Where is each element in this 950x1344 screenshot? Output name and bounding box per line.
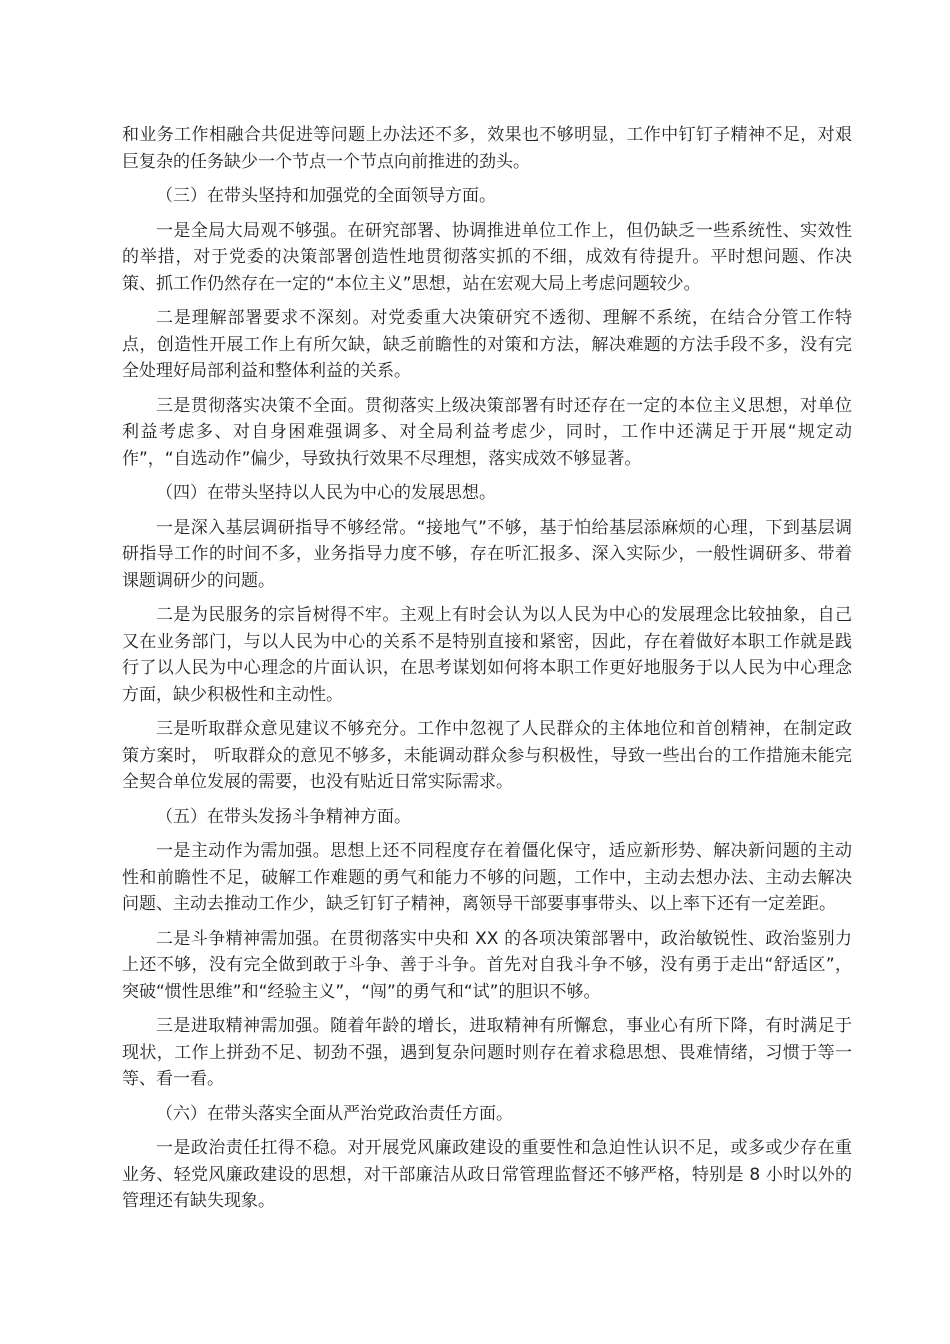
paragraph: 三是进取精神需加强。随着年龄的增长，进取精神有所懈怠，事业心有所下降，有时满足于现状，工作上拼劲不足、韧劲不强，遇到复杂问题时则存在着求稳思想、畏难情绪，习惯于等一等、看一看。 [122,1016,852,1089]
document-page [122,122,852,1223]
section-heading-5: （五）在带头发扬斗争精神方面。 [156,806,411,827]
paragraph: 三是贯彻落实决策不全面。贯彻落实上级决策部署有时还存在一定的本位主义思想，对单位利益考虑多、对自身困难强调多、对全局利益考虑少，同时，工作中还满足于开展“规定动作”，“自选动作”偏少，导致执行效果不尽理想，落实成效不够显著。 [122,395,852,469]
section-heading-3: （三）在带头坚持和加强党的全面领导方面。 [156,186,496,206]
section-heading-6: （六）在带头落实全面从严治党政治责任方面。 [156,1103,513,1124]
paragraph: 二是为民服务的宗旨树得不牢。主观上有时会认为以人民为中心的发展理念比较抽象，自己又在业务部门，与以人民为中心的关系不是特别直接和紧密，因此，存在着做好本职工作就是践行了以人民为中心理念的片面认识，在思考谋划如何将本职工作更好地服务于以人民为中心理念方面，缺少积极性和主动性。 [122,605,852,705]
paragraph: 一是主动作为需加强。思想上还不同程度存在着僵化保守，适应新形势、解决新问题的主动性和前瞻性不足，破解工作难题的勇气和能力不够的问题，工作中，主动去想办法、主动去解决问题、主动去推动工作少，缺乏钉钉子精神，离领导干部要事事带头、以上率下还有一定差距。 [122,841,852,914]
section-heading-4: （四）在带头坚持以人民为中心的发展思想。 [156,483,496,503]
paragraph-continuation: 和业务工作相融合共促进等问题上办法还不多，效果也不够明显，工作中钉钉子精神不足，对艰巨复杂的任务缺少一个节点一个节点向前推进的劲头。 [122,125,852,172]
paragraph: 一是深入基层调研指导不够经常。“接地气”不够，基于怕给基层添麻烦的心理，下到基层调研指导工作的时间不多，业务指导力度不够，存在听汇报多、深入实际少，一般性调研多、带着课题调研少的问题。 [122,517,852,591]
paragraph: 二是斗争精神需加强。在贯彻落实中央和 XX 的各项决策部署中，政治敏锐性、政治鉴别力上还不够，没有完全做到敢于斗争、善于斗争。首先对自我斗争不够，没有勇于走出“舒适区”，突破“惯性思维”和“经验主义”，“闯”的勇气和“试”的胆识不够。 [122,928,852,1002]
paragraph: 三是听取群众意见建议不够充分。工作中忽视了人民群众的主体地位和首创精神，在制定政策方案时， 听取群众的意见不够多，未能调动群众参与积极性，导致一些出台的工作措施未能完全契合单位发展的需要，也没有贴近日常实际需求。 [122,719,852,792]
paragraph: 一是全局大局观不够强。在研究部署、协调推进单位工作上，但仍缺乏一些系统性、实效性的举措，对于党委的决策部署创造性地贯彻落实抓的不细，成效有待提升。平时想问题、作决策、抓工作仍然存在一定的“本位主义”思想，站在宏观大局上考虑问题较少。 [122,220,852,294]
paragraph: 二是理解部署要求不深刻。对党委重大决策研究不透彻、理解不系统，在结合分管工作特点，创造性开展工作上有所欠缺，缺乏前瞻性的对策和方法，解决难题的方法手段不多，没有完全处理好局部利益和整体利益的关系。 [122,308,852,381]
paragraph: 一是政治责任扛得不稳。对开展党风廉政建设的重要性和急迫性认识不足，或多或少存在重业务、轻党风廉政建设的思想，对干部廉洁从政日常管理监督还不够严格，特别是 8 小时以外的管理还有缺失现象。 [122,1138,852,1211]
